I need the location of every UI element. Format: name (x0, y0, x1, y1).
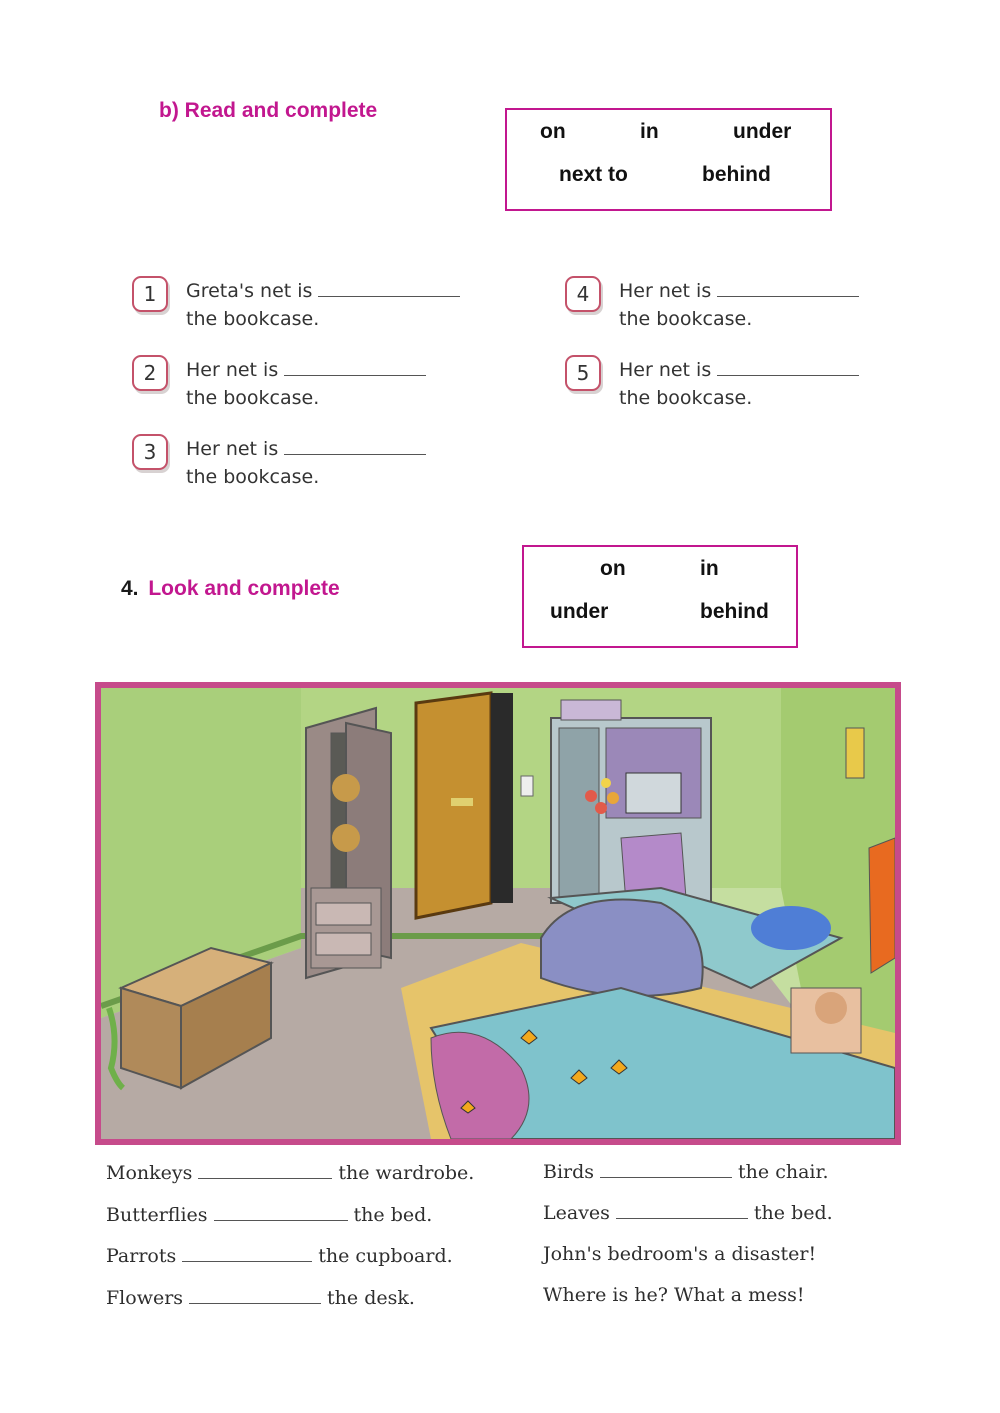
answer-blank[interactable] (717, 361, 859, 376)
bedroom-scene (101, 688, 895, 1139)
exercise-item (619, 277, 859, 333)
item-line1: Her net is (186, 359, 279, 381)
item-line1: Her net is (186, 438, 279, 460)
answer-blank[interactable] (198, 1164, 332, 1179)
word-on: on (540, 120, 566, 143)
sentence-object: the cupboard. (318, 1245, 453, 1267)
word-behind: behind (702, 163, 771, 186)
sentence-object: the bed. (353, 1204, 433, 1226)
exercise-item (186, 435, 426, 491)
sentence-object: the chair. (738, 1161, 829, 1183)
sentence-line (106, 1245, 453, 1267)
item-number-badge: 5 (565, 355, 601, 391)
answer-blank[interactable] (182, 1247, 312, 1262)
word-box-4 (522, 545, 798, 648)
sentence-subject: Parrots (106, 1245, 177, 1267)
exercise-item (619, 356, 859, 412)
answer-blank[interactable] (214, 1206, 348, 1221)
section-b-title: b) Read and complete (159, 99, 378, 122)
word-box-b (505, 108, 832, 211)
sentence-subject: Monkeys (106, 1162, 193, 1184)
item-number-badge: 1 (132, 276, 168, 312)
word-in: in (700, 557, 719, 580)
answer-blank[interactable] (318, 282, 460, 297)
section-4-number: 4. (121, 577, 139, 600)
sentence-subject: Butterflies (106, 1204, 208, 1226)
answer-blank[interactable] (189, 1289, 321, 1304)
item-number-badge: 4 (565, 276, 601, 312)
item-line2: the bookcase. (186, 308, 320, 330)
section-4-title: Look and complete (148, 577, 340, 600)
answer-blank[interactable] (717, 282, 859, 297)
closing-line-2: Where is he? What a mess! (543, 1284, 805, 1306)
sentence-subject: Birds (543, 1161, 595, 1183)
word-next-to: next to (559, 163, 628, 186)
word-under: under (733, 120, 792, 143)
sentence-object: the desk. (327, 1287, 415, 1309)
sentence-line (106, 1287, 415, 1309)
answer-blank[interactable] (616, 1204, 748, 1219)
sentence-subject: Flowers (106, 1287, 184, 1309)
word-in: in (640, 120, 659, 143)
sentence-line (543, 1161, 829, 1183)
sentence-object: the wardrobe. (338, 1162, 475, 1184)
item-line2: the bookcase. (186, 387, 320, 409)
item-line1: Her net is (619, 280, 712, 302)
answer-blank[interactable] (284, 361, 426, 376)
answer-blank[interactable] (284, 440, 426, 455)
item-number-badge: 2 (132, 355, 168, 391)
answer-blank[interactable] (600, 1163, 732, 1178)
closing-line-1: John's bedroom's a disaster! (543, 1243, 817, 1265)
sentence-line (106, 1204, 432, 1226)
exercise-item (186, 356, 426, 412)
bedroom-illustration (95, 682, 901, 1145)
sentence-line (106, 1162, 474, 1184)
item-line2: the bookcase. (619, 387, 753, 409)
item-number-badge: 3 (132, 434, 168, 470)
word-behind: behind (700, 600, 769, 623)
item-line2: the bookcase. (619, 308, 753, 330)
item-line1: Greta's net is (186, 280, 313, 302)
exercise-item (186, 277, 460, 333)
word-under: under (550, 600, 609, 623)
sentence-line (543, 1202, 833, 1224)
section-4-heading (121, 577, 340, 601)
item-line2: the bookcase. (186, 466, 320, 488)
sentence-subject: Leaves (543, 1202, 610, 1224)
word-on: on (600, 557, 626, 580)
sentence-object: the bed. (753, 1202, 833, 1224)
item-line1: Her net is (619, 359, 712, 381)
